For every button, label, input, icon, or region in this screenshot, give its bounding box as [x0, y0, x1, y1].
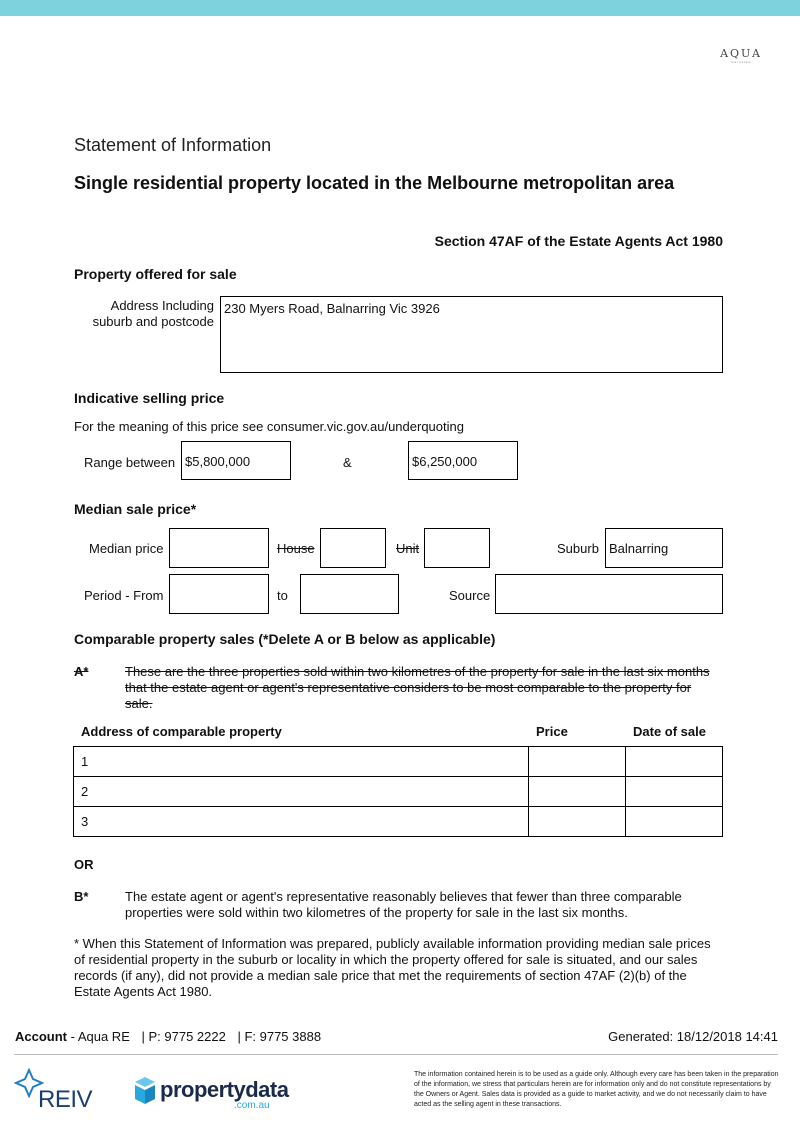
account-phone: | P: 9775 2222 [141, 1029, 226, 1044]
median-price-label: Median price [89, 541, 164, 556]
row-price-cell[interactable] [529, 807, 626, 837]
col-date-header: Date of sale [633, 724, 706, 739]
row-address-cell[interactable]: 1 [74, 747, 529, 777]
account-info [15, 1029, 321, 1044]
account-name: - Aqua RE [67, 1029, 130, 1044]
house-checkbox[interactable] [320, 528, 386, 568]
address-field[interactable]: 230 Myers Road, Balnarring Vic 3926 [220, 296, 723, 373]
option-a-label: A* [74, 664, 89, 679]
unit-label: Unit [396, 541, 420, 556]
aqua-logo-tagline: real estate [730, 60, 752, 64]
price-low-field[interactable]: $5,800,000 [181, 441, 291, 480]
footnote: * When this Statement of Information was prepared, publicly available information providing median sale prices of residential property in the suburb or locality in which the property offered for sale is situated, and our sales records (if any), did not provide a median sale price that met the requirements of section 47AF (2)(b) of the Estate Agents Act 1980. [74, 936, 711, 999]
period-to-label: to [277, 588, 288, 603]
or-divider: OR [74, 857, 94, 872]
table-row [74, 777, 723, 807]
period-from-label: Period - From [84, 588, 164, 603]
generated-timestamp: Generated: 18/12/2018 14:41 [608, 1029, 778, 1044]
propertydata-cube-icon [134, 1076, 156, 1106]
suburb-field[interactable]: Balnarring [605, 528, 723, 568]
row-address-cell[interactable]: 3 [74, 807, 529, 837]
disclaimer: The information contained herein is to be used as a guide only. Although every care has been taken in the preparation of the information, we stress that particulars herein are for information only and do not constitute representations by the Owners or Agent. Sales data is provided as a guide to market activity, and we do not necessarily claim to have acted as the selling agent in these transactions. [414, 1071, 779, 1108]
range-label: Range between [84, 455, 176, 470]
row-date-cell[interactable] [626, 777, 723, 807]
propertydata-domain: .com.au [234, 1100, 270, 1111]
comparable-heading: Comparable property sales (*Delete A or B below as applicable) [74, 631, 496, 647]
range-ampersand: & [343, 455, 352, 470]
row-date-cell[interactable] [626, 807, 723, 837]
option-a-text: These are the three properties sold within two kilometres of the property for sale in the last six months that the estate agent or agent's representative considers to be most comparable to the property for sale. [125, 664, 710, 711]
reiv-logo-text: REIV [38, 1086, 93, 1113]
table-row [74, 807, 723, 837]
row-price-cell[interactable] [529, 777, 626, 807]
median-price-field[interactable] [169, 528, 269, 568]
comparable-table [73, 746, 723, 837]
period-to-field[interactable] [300, 574, 399, 614]
source-field[interactable] [495, 574, 723, 614]
option-b-label: B* [74, 889, 89, 904]
row-date-cell[interactable] [626, 747, 723, 777]
propertydata-logo [134, 1076, 289, 1116]
suburb-label: Suburb [557, 541, 599, 556]
header-band [0, 0, 800, 16]
doc-title: Single residential property located in the Melbourne metropolitan area [74, 173, 675, 193]
aqua-logo-name: AQUA [720, 47, 762, 60]
doc-subtitle: Statement of Information [74, 135, 272, 155]
row-price-cell[interactable] [529, 747, 626, 777]
footer-divider [14, 1054, 778, 1055]
reiv-logo [14, 1068, 94, 1113]
account-label: Account [15, 1029, 67, 1044]
table-row [74, 747, 723, 777]
aqua-logo [716, 48, 766, 64]
period-from-field[interactable] [169, 574, 269, 614]
act-reference: Section 47AF of the Estate Agents Act 1980 [434, 233, 723, 249]
row-address-cell[interactable]: 2 [74, 777, 529, 807]
price-note: For the meaning of this price see consumer.vic.gov.au/underquoting [74, 419, 464, 434]
price-heading: Indicative selling price [74, 390, 225, 406]
col-price-header: Price [536, 724, 568, 739]
property-heading: Property offered for sale [74, 266, 237, 282]
account-fax: | F: 9775 3888 [237, 1029, 322, 1044]
source-label: Source [449, 588, 491, 603]
unit-checkbox[interactable] [424, 528, 490, 568]
propertydata-name: propertydata [160, 1077, 289, 1102]
address-label: Address Including suburb and postcode [92, 298, 214, 329]
price-high-field[interactable]: $6,250,000 [408, 441, 518, 480]
median-heading: Median sale price* [74, 501, 197, 517]
col-address-header: Address of comparable property [81, 724, 282, 739]
house-label: House [277, 541, 315, 556]
option-b-text: The estate agent or agent's representative reasonably believes that fewer than three comparable properties were sold within two kilometres of the property for sale in the last six months. [125, 889, 682, 920]
